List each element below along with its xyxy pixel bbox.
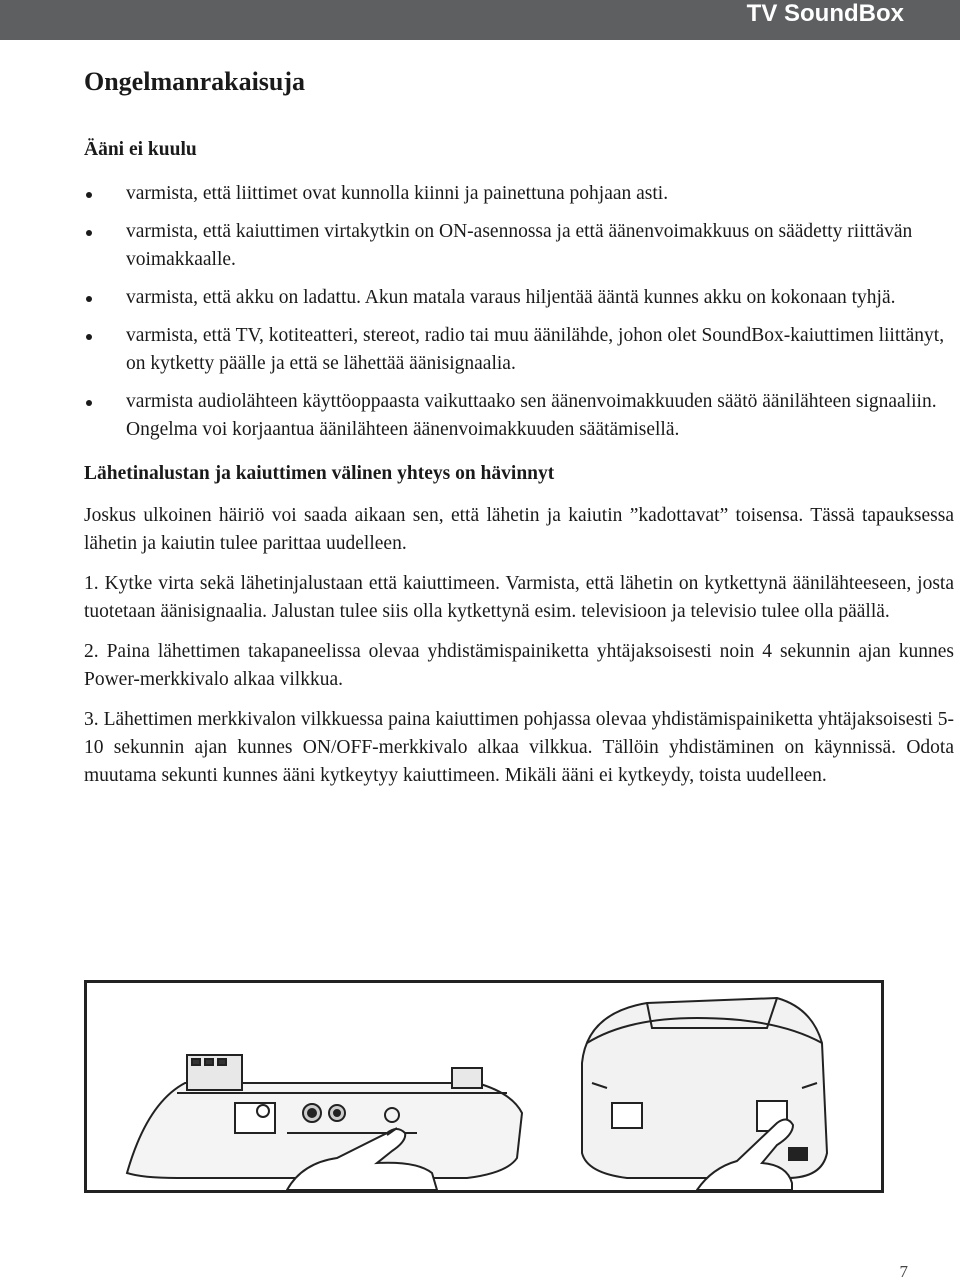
header-title: TV SoundBox [746, 0, 904, 27]
list-item [84, 180, 954, 208]
bullet-icon [86, 334, 92, 340]
paragraph-step-1: 1. Kytke virta sekä lähetinjalustaan että kaiuttimeen. Varmista, että lähetin on kytkettynä äänilähteeseen, josta tuotetaan äänisignaalia. Jalustan tulee siis olla kytkettynä esim. televisioon ja televisio tulee olla päällä. [84, 573, 954, 622]
bullet-icon [86, 296, 92, 302]
paragraph-step-2: 2. Paina lähettimen takapaneelissa olevaa yhdistämispainiketta yhtäjaksoisesti noin 4 sekunnin ajan kunnes Power-merkkivalo alkaa vilkkua. [84, 641, 954, 690]
list-item [84, 284, 954, 312]
bullet-icon [86, 400, 92, 406]
section-heading-no-sound: Ääni ei kuulu [84, 139, 197, 160]
bullet-list [84, 180, 954, 444]
bullet-text: varmista, että liittimet ovat kunnolla kiinni ja painettuna pohjaan asti. [126, 183, 669, 204]
paragraph-step-3: 3. Lähettimen merkkivalon vilkkuessa paina kaiuttimen pohjassa olevaa yhdistämispainiketta yhtäjaksoisesti 5-10 sekunnin ajan kunnes ON/OFF-merkkivalo alkaa vilkkua. Tällöin yhdistäminen on käynnissä. Odota muutama sekunti kunnes ääni kytkeytyy kaiuttimeen. Mikäli ääni ei kytkeydy, toista uudelleen. [84, 709, 954, 786]
page-title: Ongelmanrakaisuja [84, 67, 306, 96]
bullet-icon [86, 230, 92, 236]
transmitter-drawing [127, 1055, 522, 1190]
list-item [84, 388, 954, 444]
pairing-illustration-svg [87, 983, 881, 1190]
list-item [84, 218, 954, 274]
page-number: 7 [899, 1262, 908, 1281]
speaker-drawing [582, 998, 827, 1190]
bullet-text: varmista, että akku on ladattu. Akun matala varaus hiljentää ääntä kunnes akku on kokonaan tyhjä. [126, 287, 896, 308]
main-content [84, 62, 954, 802]
pairing-illustration [84, 980, 884, 1193]
header-bar [0, 0, 960, 40]
section-heading-connection-lost: Lähetinalustan ja kaiuttimen välinen yhteys on hävinnyt [84, 463, 555, 484]
bullet-text: varmista, että TV, kotiteatteri, stereot, radio tai muu äänilähde, johon olet SoundBox-kaiuttimen liittänyt, on kytketty päälle ja että se lähettää äänisignaalia. [126, 325, 945, 374]
bullet-text: varmista audiolähteen käyttöoppaasta vaikuttaako sen äänenvoimakkuuden säätö äänilähteen signaaliin. Ongelma voi korjaantua äänilähteen äänenvoimakkuuden säätämisellä. [126, 391, 937, 440]
bullet-icon [86, 192, 92, 198]
bullet-text: varmista, että kaiuttimen virtakytkin on ON-asennossa ja että äänenvoimakkuus on säädetty riittävän voimakkaalle. [126, 221, 913, 270]
list-item [84, 322, 954, 378]
paragraph-intro: Joskus ulkoinen häiriö voi saada aikaan sen, että lähetin ja kaiutin ”kadottavat” toisensa. Tässä tapauksessa lähetin ja kaiutin tulee parittaa uudelleen. [84, 505, 954, 554]
